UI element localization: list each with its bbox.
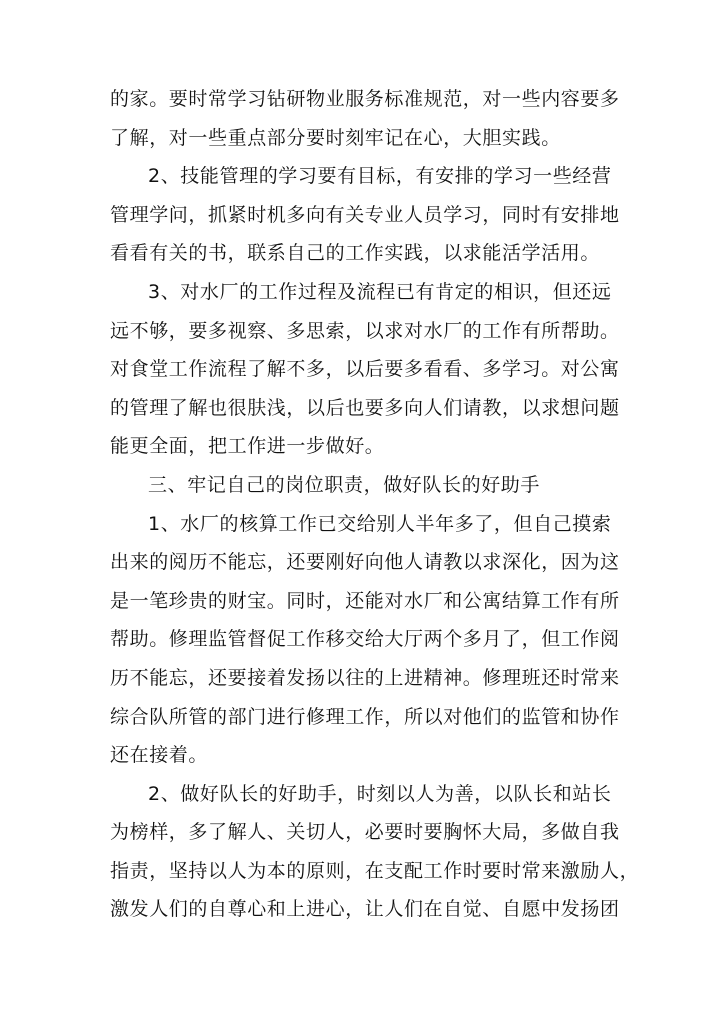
text-line: 指责，坚持以人为本的原则，在支配工作时要时常来激励人， bbox=[110, 859, 640, 882]
text-line: 能更全面，把工作进一步做好。 bbox=[110, 435, 385, 458]
text-line: 管理学问，抓紧时机多向有关专业人员学习，同时有安排地 bbox=[110, 203, 620, 226]
text-line: 对食堂工作流程了解不多，以后要多看看、多学习。对公寓 bbox=[110, 358, 620, 381]
text-line: 2、技能管理的学习要有目标，有安排的学习一些经营 bbox=[148, 165, 612, 188]
text-line: 了解，对一些重点部分要时刻牢记在心，大胆实践。 bbox=[110, 126, 561, 149]
text-line: 3、对水厂的工作过程及流程已有肯定的相识，但还远 bbox=[148, 280, 612, 303]
text-line: 看看有关的书，联系自己的工作实践，以求能活学活用。 bbox=[110, 242, 601, 265]
text-line: 是一笔珍贵的财宝。同时，还能对水厂和公寓结算工作有所 bbox=[110, 589, 620, 612]
text-line: 综合队所管的部门进行修理工作，所以对他们的监管和协作 bbox=[110, 705, 620, 728]
text-line: 远不够，要多视察、多思索，以求对水厂的工作有所帮助。 bbox=[110, 319, 620, 342]
text-line: 帮助。修理监管督促工作移交给大厅两个多月了，但工作阅 bbox=[110, 628, 620, 651]
text-line: 历不能忘，还要接着发扬以往的上进精神。修理班还时常来 bbox=[110, 666, 620, 689]
body-text bbox=[110, 80, 640, 929]
section-heading: 三、牢记自己的岗位职责，做好队长的好助手 bbox=[148, 473, 541, 496]
text-line: 还在接着。 bbox=[110, 744, 209, 767]
text-line: 出来的阅历不能忘，还要刚好向他人请教以求深化，因为这 bbox=[110, 551, 620, 574]
text-line: 的管理了解也很肤浅，以后也要多向人们请教，以求想问题 bbox=[110, 396, 620, 419]
text-line: 的家。要时常学习钻研物业服务标准规范，对一些内容要多 bbox=[110, 88, 620, 110]
text-line: 激发人们的自尊心和上进心，让人们在自觉、自愿中发扬团 bbox=[110, 898, 620, 921]
text-line: 为榜样，多了解人、关切人，必要时要胸怀大局，多做自我 bbox=[110, 821, 620, 844]
text-line: 2、做好队长的好助手，时刻以人为善，以队长和站长 bbox=[148, 782, 612, 805]
text-line: 1、水厂的核算工作已交给别人半年多了，但自己摸索 bbox=[148, 512, 612, 535]
